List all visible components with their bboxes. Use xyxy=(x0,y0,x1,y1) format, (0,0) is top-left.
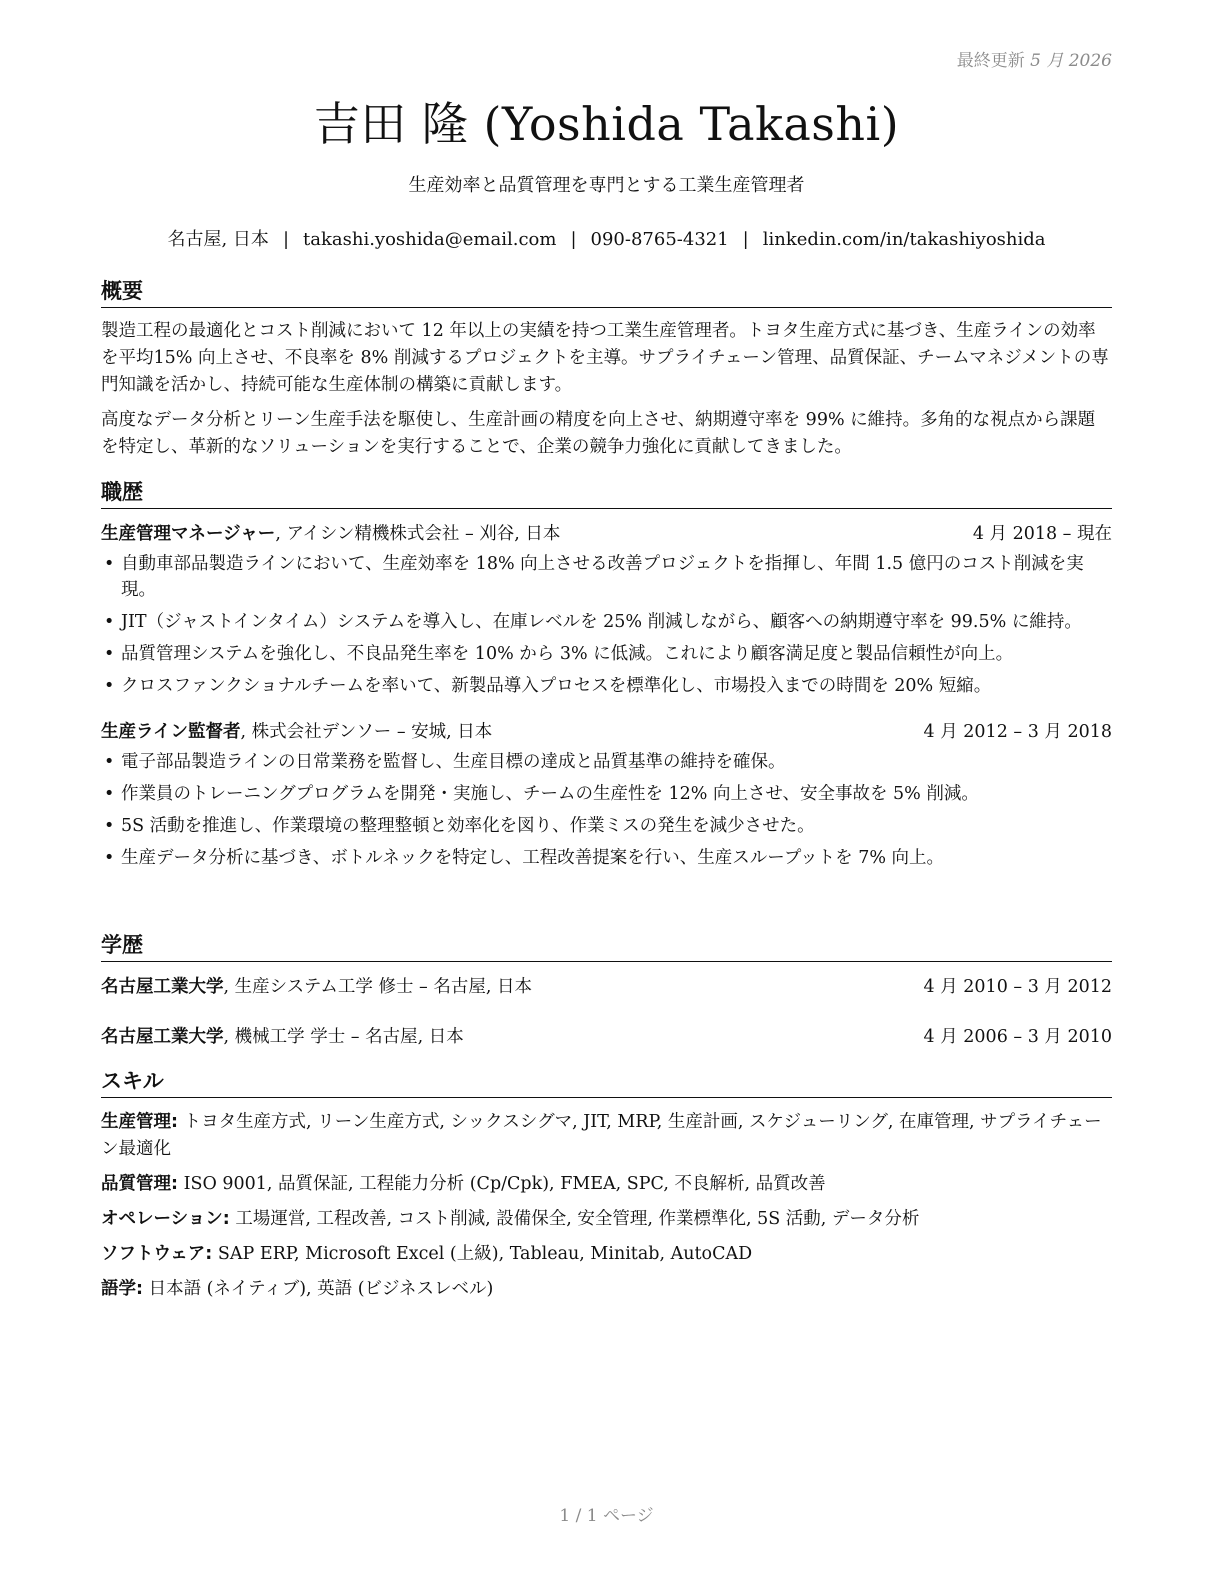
last-updated-label: 最終更新 xyxy=(956,51,1025,71)
bullet-item: • 5S 活動を推進し、作業環境の整理整頓と効率化を図り、作業ミスの発生を減少させた。 xyxy=(101,813,1112,839)
education-school: 名古屋工業大学 xyxy=(101,977,224,997)
contact-linkedin[interactable]: linkedin.com/in/takashiyoshida xyxy=(762,229,1046,250)
job-entry xyxy=(101,521,1112,699)
bullet-item: • 作業員のトレーニングプログラムを開発・実施し、チームの生産性を 12% 向上させ、安全事故を 5% 削減。 xyxy=(101,781,1112,807)
bullet-item: • JIT（ジャストインタイム）システムを導入し、在庫レベルを 25% 削減しながら、顧客への納期遵守率を 99.5% に維持。 xyxy=(101,609,1112,635)
skill-line xyxy=(101,1276,1112,1303)
job-header xyxy=(101,719,1112,745)
education-entry xyxy=(101,974,1112,1000)
contact-line xyxy=(101,225,1112,251)
job-org: , アイシン精機株式会社 – 刈谷, 日本 xyxy=(275,524,561,544)
resume-name: 吉田 隆 (Yoshida Takashi) xyxy=(313,97,900,151)
bullet-item: • クロスファンクショナルチームを率いて、新製品導入プロセスを標準化し、市場投入までの時間を 20% 短縮。 xyxy=(101,673,1112,699)
skill-line xyxy=(101,1171,1112,1198)
contact-email[interactable]: takashi.yoshida@email.com xyxy=(303,229,557,250)
skills-heading: スキル xyxy=(101,1067,1112,1098)
summary-paragraph: 製造工程の最適化とコスト削減において 12 年以上の実績を持つ工業生産管理者。トヨタ生産方式に基づき、生産ラインの効率を平均15% 向上させ、不良率を 8% 削減するプロジェクトを主導。サプライチェーン管理、品質保証、チームマネジメントの専門知識を活かし、持続可能な生産体制の構築に貢献します。 xyxy=(101,321,1109,395)
job-entry xyxy=(101,719,1112,871)
skill-line xyxy=(101,1109,1112,1163)
last-updated xyxy=(957,46,1112,71)
resume-subtitle: 生産効率と品質管理を専門とする工業生産管理者 xyxy=(408,175,805,196)
skill-line xyxy=(101,1206,1112,1233)
skill-value: 日本語 (ネイティブ), 英語 (ビジネスレベル) xyxy=(143,1279,494,1299)
job-bullets xyxy=(101,551,1112,699)
summary-paragraph: 高度なデータ分析とリーン生産手法を駆使し、生産計画の精度を向上させ、納期遵守率を 99% に維持。多角的な視点から課題を特定し、革新的なソリューションを実行することで、企業の競争力強化に貢献してきました。 xyxy=(101,410,1096,457)
education-entry xyxy=(101,1024,1112,1050)
education-detail: , 生産システム工学 修士 – 名古屋, 日本 xyxy=(223,977,532,997)
contact-location: 名古屋, 日本 xyxy=(167,229,269,250)
skill-label: 生産管理: xyxy=(101,1112,178,1132)
skill-label: 品質管理: xyxy=(101,1174,178,1194)
contact-separator: | xyxy=(570,229,577,250)
bullet-item: • 品質管理システムを強化し、不良品発生率を 10% から 3% に低減。これにより顧客満足度と製品信頼性が向上。 xyxy=(101,641,1112,667)
job-dates: 4 月 2018 – 現在 xyxy=(972,524,1112,544)
resume-page xyxy=(101,0,1112,1584)
skill-value: 工場運営, 工程改善, コスト削減, 設備保全, 安全管理, 作業標準化, 5S 活動, データ分析 xyxy=(229,1209,920,1229)
job-title: 生産ライン監督者 xyxy=(101,722,241,742)
job-header xyxy=(101,521,1112,547)
education-dates: 4 月 2006 – 3 月 2010 xyxy=(923,1027,1112,1047)
page-footer: 1 / 1 ページ xyxy=(559,1506,654,1526)
education-dates: 4 月 2010 – 3 月 2012 xyxy=(923,977,1112,997)
skill-value: トヨタ生産方式, リーン生産方式, シックスシグマ, JIT, MRP, 生産計画, スケジューリング, 在庫管理, サプライチェーン最適化 xyxy=(101,1112,1102,1159)
last-updated-date: 5 月 2026 xyxy=(1030,51,1112,71)
education-school: 名古屋工業大学 xyxy=(101,1027,224,1047)
bullet-item: • 電子部品製造ラインの日常業務を監督し、生産目標の達成と品質基準の維持を確保。 xyxy=(101,749,1112,775)
skills-section xyxy=(101,1067,1112,1303)
skill-label: 語学: xyxy=(101,1279,143,1299)
experience-heading: 職歴 xyxy=(101,478,1112,509)
job-bullets xyxy=(101,749,1112,871)
job-org: , 株式会社デンソー – 安城, 日本 xyxy=(240,722,493,742)
contact-separator: | xyxy=(742,229,749,250)
education-heading: 学歴 xyxy=(101,931,1112,962)
contact-phone: 090-8765-4321 xyxy=(590,229,729,250)
bullet-item: • 自動車部品製造ラインにおいて、生産効率を 18% 向上させる改善プロジェクトを指揮し、年間 1.5 億円のコスト削減を実現。 xyxy=(101,551,1112,603)
education-detail: , 機械工学 学士 – 名古屋, 日本 xyxy=(223,1027,464,1047)
experience-section xyxy=(101,478,1112,871)
skill-line xyxy=(101,1241,1112,1268)
summary-section xyxy=(101,277,1112,461)
skill-value: SAP ERP, Microsoft Excel (上級), Tableau, Minitab, AutoCAD xyxy=(212,1244,753,1264)
bullet-item: • 生産データ分析に基づき、ボトルネックを特定し、工程改善提案を行い、生産スループットを 7% 向上。 xyxy=(101,845,1112,871)
summary-heading: 概要 xyxy=(101,277,1112,308)
job-title: 生産管理マネージャー xyxy=(101,524,276,544)
skill-value: ISO 9001, 品質保証, 工程能力分析 (Cp/Cpk), FMEA, SPC, 不良解析, 品質改善 xyxy=(178,1174,826,1194)
contact-separator: | xyxy=(282,229,290,250)
skill-label: ソフトウェア: xyxy=(101,1244,213,1264)
job-dates: 4 月 2012 – 3 月 2018 xyxy=(923,722,1112,742)
skill-label: オペレーション: xyxy=(101,1209,230,1229)
education-section xyxy=(101,931,1112,1050)
